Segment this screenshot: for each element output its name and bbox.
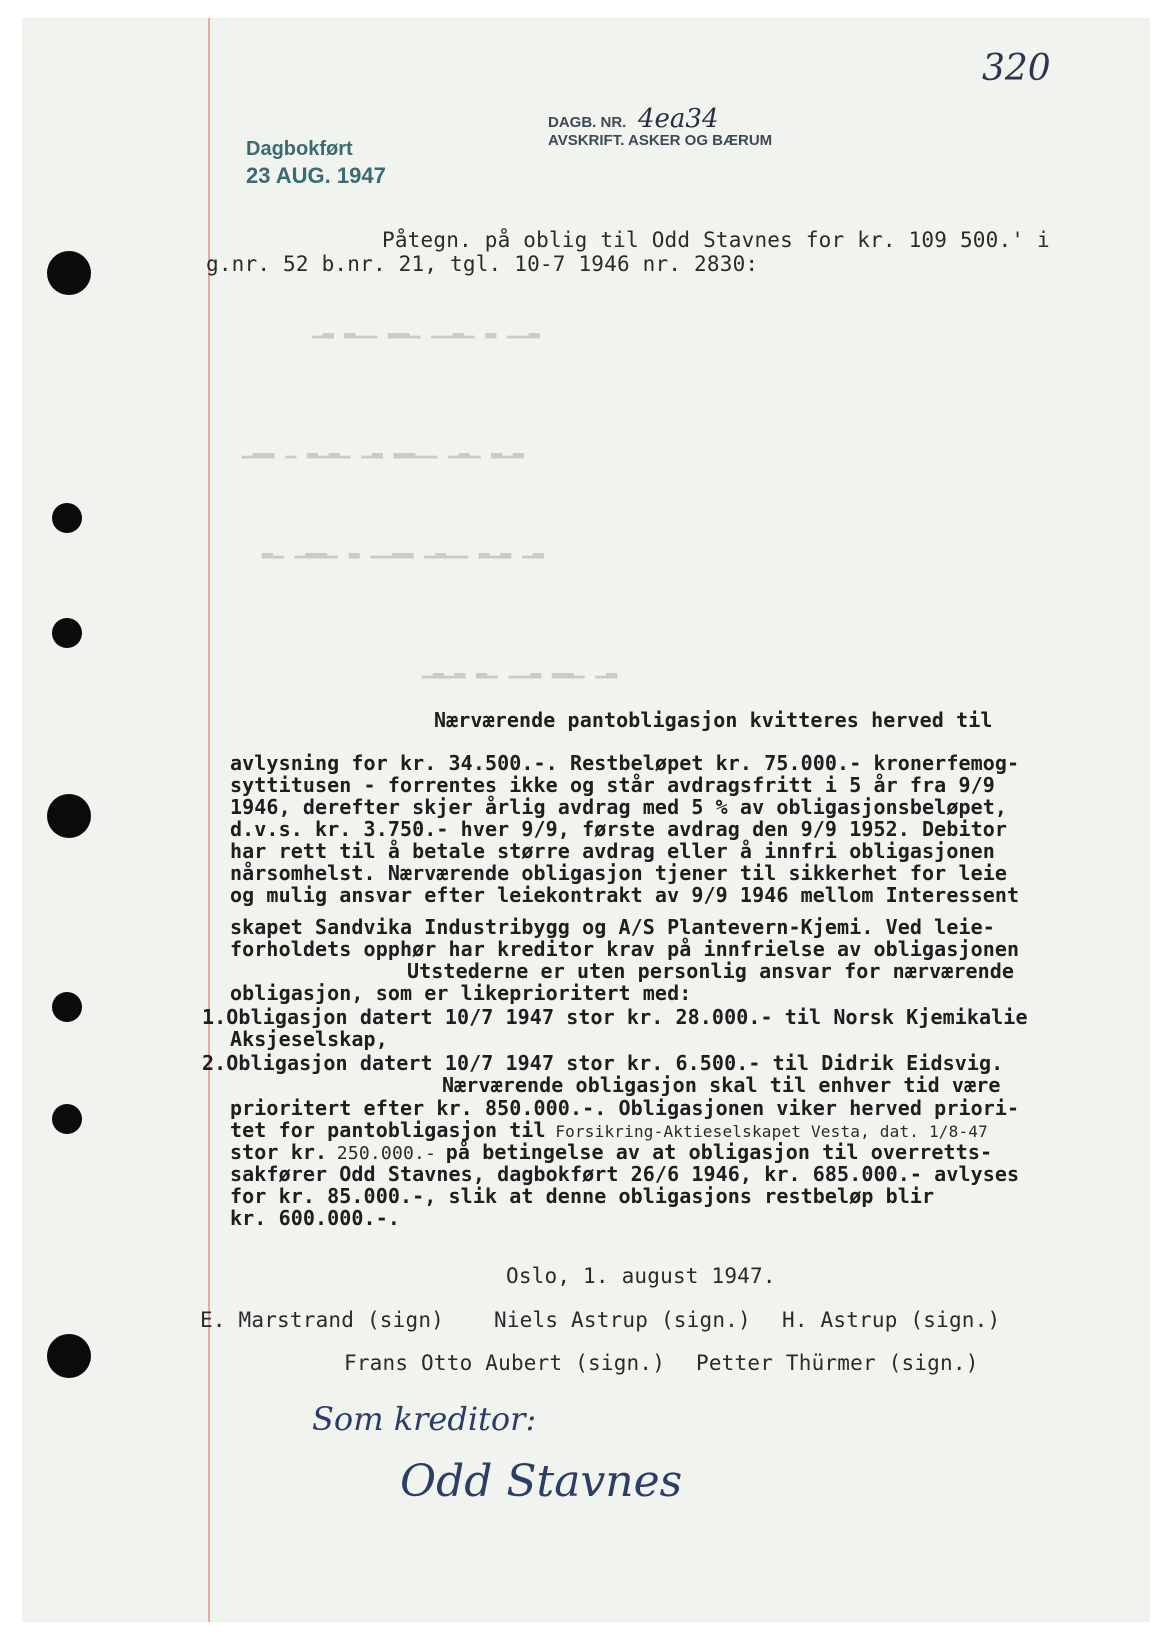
- body-line: 1.Obligasjon datert 10/7 1947 stor kr. 28.000.- til Norsk Kjemikalie: [202, 1005, 1028, 1029]
- dagbokfort-date: 23 AUG. 1947: [246, 163, 386, 188]
- signature-niels-astrup: Niels Astrup (sign.): [494, 1308, 751, 1332]
- signature-marstrand: E. Marstrand (sign): [200, 1308, 445, 1332]
- heading-line-2: g.nr. 52 b.nr. 21, tgl. 10-7 1946 nr. 2830:: [206, 252, 759, 276]
- bleed-through-text: ▁▂ ▂▁▁ ▂▂▁ ▁▁▂▁ ▂ ▁▁▂: [312, 318, 540, 339]
- handwritten-note: Som kreditor:: [312, 1400, 537, 1438]
- body-line-mixed: [230, 1140, 992, 1164]
- binder-hole: [47, 1334, 91, 1378]
- body-line: og mulig ansvar efter leiekontrakt av 9/9 1946 mellom Interessent: [230, 883, 1020, 907]
- handwritten-signature: Odd Stavnes: [400, 1456, 683, 1507]
- signature-h-astrup: H. Astrup (sign.): [782, 1308, 1001, 1332]
- page-number: 320: [982, 48, 1051, 89]
- body-line: obligasjon, som er likeprioritert med:: [230, 981, 692, 1005]
- bleed-through-text: ▁▂▁▂ ▂▁ ▁▁▂ ▂▂▁ ▁▂: [422, 658, 618, 679]
- body-text: på betingelse av at obligasjon til overretts-: [445, 1140, 993, 1164]
- body-line-mixed: [230, 1118, 988, 1142]
- body-line: Aksjeselskap,: [230, 1027, 388, 1051]
- bleed-through-text: ▁▂▂ ▁ ▂▁▂▁ ▁▂ ▂▂▁▁ ▁▂▁ ▂▁▂: [242, 438, 524, 459]
- body-line: forholdets opphør har kreditor krav på innfrielse av obligasjonen: [230, 937, 1020, 961]
- document-page: [22, 18, 1150, 1622]
- avskrift-stamp: AVSKRIFT. ASKER OG BÆRUM: [548, 132, 773, 149]
- dagb-label: DAGB. NR.: [548, 114, 627, 131]
- body-line: for kr. 85.000.-, slik at denne obligasjons restbeløp blir: [230, 1184, 935, 1208]
- body-line: avlysning for kr. 34.500.-. Restbeløpet kr. 75.000.- kronerfemog-: [230, 751, 1020, 775]
- place-date: Oslo, 1. august 1947.: [506, 1264, 776, 1288]
- binder-hole: [47, 794, 91, 838]
- body-line: skapet Sandvika Industribygg og A/S Plantevern-Kjemi. Ved leie-: [230, 915, 995, 939]
- binder-hole: [52, 1104, 82, 1134]
- dagbokfort-stamp: Dagbokført: [246, 138, 353, 160]
- inserted-typed-text: Forsikring-Aktieselskapet Vesta, dat. 1/8-47: [555, 1122, 988, 1141]
- body-line: kr. 600.000.-.: [230, 1206, 400, 1230]
- dagb-stamp: [548, 104, 719, 134]
- body-line: Nærværende pantobligasjon kvitteres herved til: [434, 708, 993, 732]
- binder-hole: [52, 503, 82, 533]
- body-line: nårsomhelst. Nærværende obligasjon tjener til sikkerhet for leie: [230, 861, 1008, 885]
- binder-hole: [47, 251, 91, 295]
- signature-thurmer: Petter Thürmer (sign.): [696, 1351, 979, 1375]
- body-line: sakfører Odd Stavnes, dagbokført 26/6 1946, kr. 685.000.- avlyses: [230, 1162, 1020, 1186]
- body-line: Nærværende obligasjon skal til enhver tid være: [442, 1073, 1001, 1097]
- binder-hole: [52, 992, 82, 1022]
- body-line: har rett til å betale større avdrag eller å innfri obligasjonen: [230, 839, 995, 863]
- body-text: tet for pantobligasjon til: [230, 1118, 546, 1142]
- body-line: prioritert efter kr. 850.000.-. Obligasjonen viker herved priori-: [230, 1096, 1020, 1120]
- body-line: syttitusen - forrentes ikke og står avdragsfritt i 5 år fra 9/9: [230, 773, 995, 797]
- body-text: stor kr.: [230, 1140, 328, 1164]
- inserted-amount: 250.000.-: [336, 1143, 437, 1164]
- heading-line-1: Påtegn. på oblig til Odd Stavnes for kr. 109 500.' i: [382, 228, 1050, 252]
- bleed-through-text: ▂▁ ▁▂▂▁ ▂ ▁▁▂▂ ▁▂▁▁ ▂▁▂ ▁▂: [262, 538, 544, 559]
- body-line: 1946, derefter skjer årlig avdrag med 5 % av obligasjonsbeløpet,: [230, 795, 1008, 819]
- binder-hole: [52, 618, 82, 648]
- signature-aubert: Frans Otto Aubert (sign.): [344, 1351, 666, 1375]
- body-line: d.v.s. kr. 3.750.- hver 9/9, første avdrag den 9/9 1952. Debitor: [230, 817, 1008, 841]
- body-line: 2.Obligasjon datert 10/7 1947 stor kr. 6.500.- til Didrik Eidsvig.: [202, 1051, 1004, 1075]
- dagb-handwritten-number: 4ea34: [637, 104, 719, 134]
- body-line: Utstederne er uten personlig ansvar for nærværende: [407, 959, 1015, 983]
